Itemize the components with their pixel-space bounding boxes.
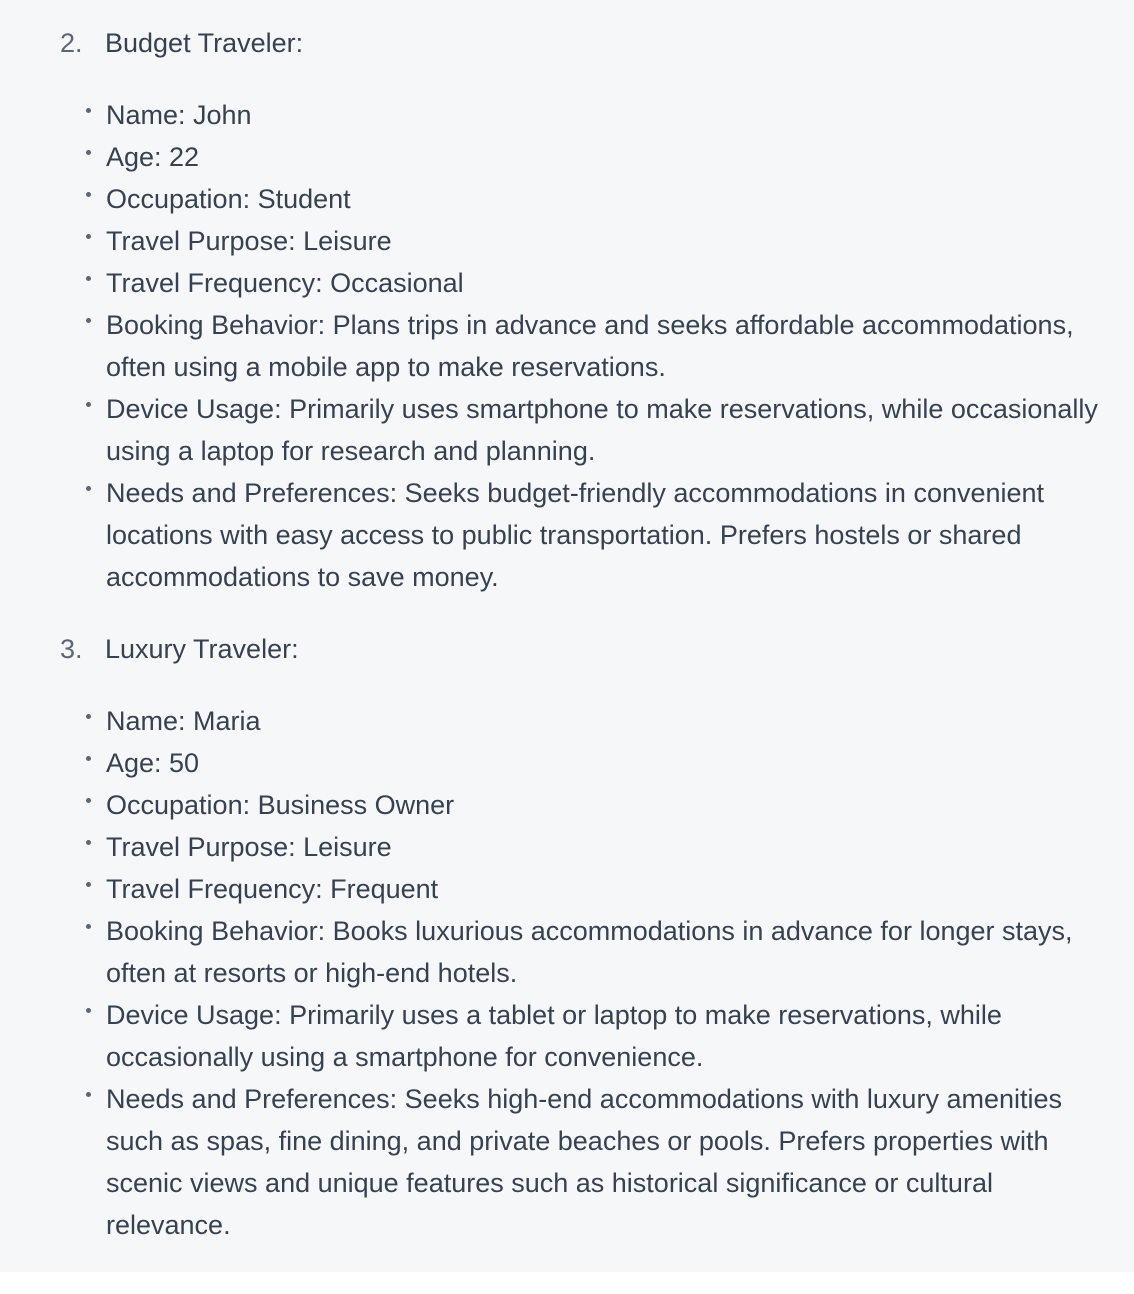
bullet-item-age: Age: 22	[106, 136, 1111, 178]
numbered-list-item-budget-traveler	[0, 22, 1134, 598]
bullet-item-travel-frequency: Travel Frequency: Occasional	[106, 262, 1111, 304]
section-title: Budget Traveler:	[105, 28, 304, 58]
bullet-item-occupation: Occupation: Business Owner	[106, 784, 1111, 826]
bullet-list	[0, 94, 1134, 598]
bullet-item-travel-purpose: Travel Purpose: Leisure	[106, 220, 1111, 262]
list-item-number: 2.	[60, 28, 83, 58]
bullet-item-booking-behavior: Booking Behavior: Plans trips in advance and seeks affordable accommodations, often using a mobile app to make reservations.	[106, 304, 1111, 388]
bullet-item-device-usage: Device Usage: Primarily uses a tablet or laptop to make reservations, while occasionally using a smartphone for convenience.	[106, 994, 1111, 1078]
section-title: Luxury Traveler:	[105, 634, 299, 664]
bullet-item-travel-purpose: Travel Purpose: Leisure	[106, 826, 1111, 868]
bottom-white-strip	[0, 1272, 1134, 1294]
bullet-item-booking-behavior: Booking Behavior: Books luxurious accommodations in advance for longer stays, often at resorts or high-end hotels.	[106, 910, 1111, 994]
numbered-list-item-luxury-traveler	[0, 628, 1134, 1246]
bullet-item-name: Name: John	[106, 94, 1111, 136]
bullet-item-needs-preferences: Needs and Preferences: Seeks high-end accommodations with luxury amenities such as spas, fine dining, and private beaches or pools. Prefers properties with scenic views and unique features such as historical significance or cultural relevance.	[106, 1078, 1111, 1246]
bullet-list	[0, 700, 1134, 1246]
bullet-item-device-usage: Device Usage: Primarily uses smartphone to make reservations, while occasionally using a laptop for research and planning.	[106, 388, 1111, 472]
list-item-number: 3.	[60, 634, 83, 664]
bullet-item-age: Age: 50	[106, 742, 1111, 784]
bullet-item-needs-preferences: Needs and Preferences: Seeks budget-friendly accommodations in convenient locations with easy access to public transportation. Prefers hostels or shared accommodations to save money.	[106, 472, 1111, 598]
bullet-item-name: Name: Maria	[106, 700, 1111, 742]
bullet-item-occupation: Occupation: Student	[106, 178, 1111, 220]
bullet-item-travel-frequency: Travel Frequency: Frequent	[106, 868, 1111, 910]
